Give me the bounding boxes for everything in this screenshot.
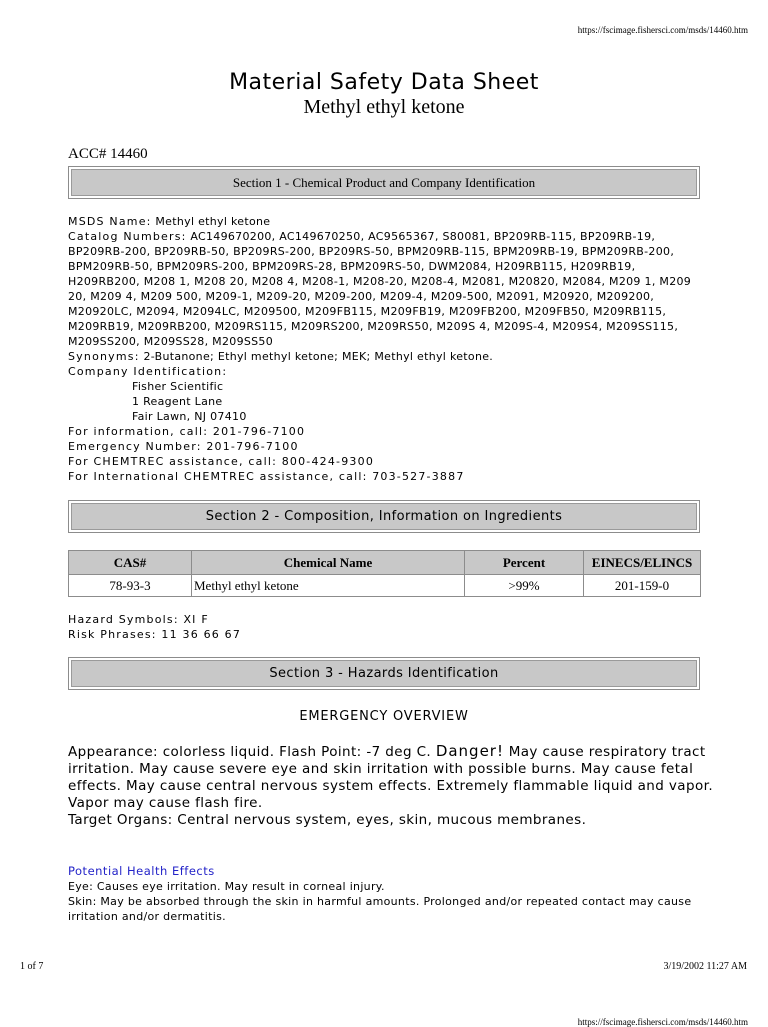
ingredients-table <box>68 550 701 597</box>
emergency-phone: Emergency Number: 201-796-7100 <box>68 440 299 453</box>
acc-number: ACC# 14460 <box>68 146 148 162</box>
col-einecs: EINECS/ELINCS <box>584 551 701 575</box>
company-street: 1 Reagent Lane <box>132 395 223 408</box>
footer-url: https://fscimage.fishersci.com/msds/14460.htm <box>577 1017 748 1027</box>
page-number: 1 of 7 <box>20 961 44 972</box>
skin-effects: Skin: May be absorbed through the skin in harmful amounts. Prolonged and/or repeated contact may cause irritation and/or dermatitis. <box>68 895 692 923</box>
col-percent: Percent <box>465 551 584 575</box>
cell-cas: 78-93-3 <box>69 575 192 597</box>
table-row <box>69 575 701 597</box>
section-2-title: Section 2 - Composition, Information on Ingredients <box>71 503 697 530</box>
danger-word: Danger! <box>435 742 504 760</box>
section-2-body <box>68 612 241 642</box>
document-title: Material Safety Data Sheet <box>229 70 539 95</box>
table-header-row <box>69 551 701 575</box>
header-url: https://fscimage.fishersci.com/msds/14460.htm <box>577 25 748 35</box>
cell-einecs: 201-159-0 <box>584 575 701 597</box>
company-city: Fair Lawn, NJ 07410 <box>132 410 247 423</box>
col-cas: CAS# <box>69 551 192 575</box>
hazard-symbols: Hazard Symbols: XI F <box>68 613 209 626</box>
international-chemtrec-phone: For International CHEMTREC assistance, call: 703-527-3887 <box>68 470 465 483</box>
risk-phrases: Risk Phrases: 11 36 66 67 <box>68 628 242 641</box>
info-phone: For information, call: 201-796-7100 <box>68 425 306 438</box>
emergency-overview-heading: EMERGENCY OVERVIEW <box>299 709 469 724</box>
health-effects <box>68 879 718 924</box>
synonyms-line: Synonyms: 2-Butanone; Ethyl methyl ketone; MEK; Methyl ethyl ketone. <box>68 350 494 363</box>
section-1-body <box>68 214 708 484</box>
section-3-header <box>68 657 700 690</box>
emergency-overview-text: Appearance: colorless liquid. Flash Point: -7 deg C. Danger! May cause respiratory tract irritation. May cause severe eye and skin irritation with possible burns. May cause fetal effects. May cause central nervous system effects. Extremely flammable liquid and vapor. Vapor may cause flash fire. Target Organs: Central nervous system, eyes, skin, mucous membranes. <box>68 743 728 829</box>
msds-name-line: MSDS Name: Methyl ethyl ketone <box>68 215 271 228</box>
company-name: Fisher Scientific <box>132 380 224 393</box>
col-chemical-name: Chemical Name <box>192 551 465 575</box>
cell-chemical-name: Methyl ethyl ketone <box>192 575 465 597</box>
chemtrec-phone: For CHEMTREC assistance, call: 800-424-9300 <box>68 455 375 468</box>
section-1-title: Section 1 - Chemical Product and Company Identification <box>71 169 697 196</box>
cell-percent: >99% <box>465 575 584 597</box>
print-date: 3/19/2002 11:27 AM <box>663 961 747 972</box>
eye-effects: Eye: Causes eye irritation. May result in corneal injury. <box>68 880 385 893</box>
company-identification-label: Company Identification: <box>68 365 228 378</box>
section-3-title: Section 3 - Hazards Identification <box>71 660 697 687</box>
section-2-header <box>68 500 700 533</box>
catalog-numbers: Catalog Numbers: AC149670200, AC149670250, AC9565367, S80081, BP209RB-115, BP209RB-19, BP209RB-200, BP209RB-50, BP209RS-200, BP209RS-50, BPM209RB-115, BPM209RB-19, BPM209RB-200, BPM209RB-50, BPM209RS-200, BPM209RS-28, BPM209RS-50, DWM2084, H209RB115, H209RB19, H209RB200, M208 1, M208 20, M208 4, M208-1, M208-20, M208-4, M2081, M20820, M2084, M209 1, M209 20, M209 4, M209 500, M209-1, M209-20, M209-200, M209-4, M209-500, M2091, M20920, M209200, M20920LC, M2094, M2094LC, M209500, M209FB115, M209FB19, M209FB200, M209FB50, M209RB115, M209RB19, M209RB200, M209RS115, M209RS200, M209RS50, M209S 4, M209S-4, M209S4, M209SS115, M209SS200, M209SS28, M209SS50 <box>68 230 692 348</box>
target-organs: Target Organs: Central nervous system, eyes, skin, mucous membranes. <box>68 812 587 828</box>
section-1-header <box>68 166 700 199</box>
document-subtitle: Methyl ethyl ketone <box>303 96 465 118</box>
potential-health-effects-heading: Potential Health Effects <box>68 864 215 878</box>
